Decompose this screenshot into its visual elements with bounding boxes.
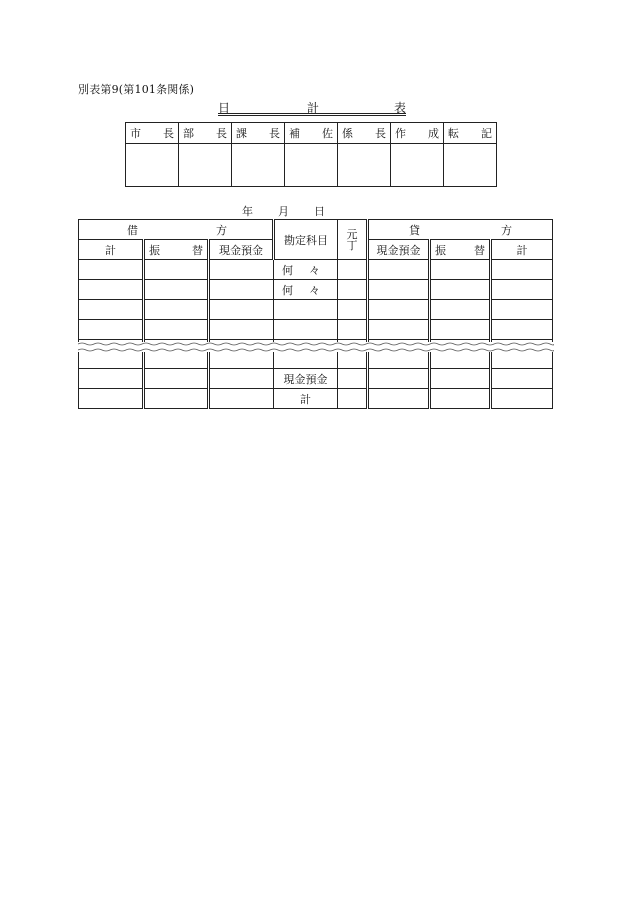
- ledger-page-header: 元 丁: [338, 220, 368, 260]
- ledger-cell: [368, 280, 430, 300]
- ledger-cell: [430, 260, 491, 280]
- ledger-cell: [368, 320, 430, 340]
- ledger-cell: [491, 280, 553, 300]
- title-underline: [218, 115, 406, 116]
- title-underline: [218, 113, 406, 114]
- omission-break-line: [78, 340, 554, 354]
- ledger-cell: [338, 260, 368, 280]
- debit-header: 借 方: [79, 220, 274, 240]
- ledger-cell: [430, 300, 491, 320]
- stamp-box: [232, 144, 285, 187]
- ledger-cell: [79, 280, 144, 300]
- form-title: [218, 99, 406, 113]
- ledger-cell: [144, 300, 209, 320]
- ledger-cell: [274, 300, 338, 320]
- debit-transfer-header: 振 替: [144, 240, 209, 260]
- ledger-cell: [338, 369, 368, 389]
- ledger-cell: [368, 369, 430, 389]
- title-char-2: 計: [307, 101, 320, 115]
- date-year: 年: [242, 205, 253, 218]
- account-cell: 何 々: [274, 280, 338, 300]
- ledger-cell: [209, 369, 274, 389]
- ledger-cell: [144, 320, 209, 340]
- ledger-cell: [209, 300, 274, 320]
- ledger-cell: [491, 300, 553, 320]
- ledger-cell: [209, 389, 274, 409]
- approval-label: 作 成: [391, 123, 444, 144]
- ledger-cell: [368, 300, 430, 320]
- credit-total-header: 計: [491, 240, 553, 260]
- ledger-cell: [491, 260, 553, 280]
- ledger-cell: [144, 260, 209, 280]
- ledger-cell: [368, 389, 430, 409]
- ledger-cell: [430, 320, 491, 340]
- approval-stamp-table: [125, 122, 497, 187]
- ledger-cell: [338, 280, 368, 300]
- ledger-cell: [209, 320, 274, 340]
- debit-total-header: 計: [79, 240, 144, 260]
- approval-label: 補 佐: [285, 123, 338, 144]
- title-char-1: 日: [218, 101, 231, 115]
- ledger-cell: [79, 320, 144, 340]
- ledger-cell: [338, 320, 368, 340]
- stamp-box: [285, 144, 338, 187]
- ledger-cell: [79, 260, 144, 280]
- approval-label: 課 長: [232, 123, 285, 144]
- approval-label: 部 長: [179, 123, 232, 144]
- ledger-cell: [338, 300, 368, 320]
- stamp-box: [444, 144, 497, 187]
- ledger-cell: [209, 260, 274, 280]
- credit-header: 貸 方: [368, 220, 553, 240]
- approval-label: 係 長: [338, 123, 391, 144]
- stamp-box: [391, 144, 444, 187]
- stamp-box: [126, 144, 179, 187]
- grand-total-label: 計: [274, 389, 338, 409]
- ledger-cell: [491, 369, 553, 389]
- ledger-cell: [430, 369, 491, 389]
- form-heading: 別表第9(第101条関係): [78, 83, 195, 96]
- account-header: 勘定科目: [274, 220, 338, 260]
- approval-label: 転 記: [444, 123, 497, 144]
- stamp-box: [179, 144, 232, 187]
- credit-transfer-header: 振 替: [430, 240, 491, 260]
- stamp-box: [338, 144, 391, 187]
- ledger-cell: [209, 280, 274, 300]
- date-day: 日: [314, 205, 325, 218]
- approval-label: 市 長: [126, 123, 179, 144]
- daily-total-ledger: [78, 219, 553, 409]
- ledger-cell: [144, 369, 209, 389]
- cash-total-label: 現金預金: [274, 369, 338, 389]
- date-month: 月: [278, 205, 289, 218]
- ledger-cell: [491, 320, 553, 340]
- ledger-cell: [430, 389, 491, 409]
- ledger-cell: [368, 260, 430, 280]
- ledger-cell: [79, 300, 144, 320]
- debit-cash-header: 現金預金: [209, 240, 274, 260]
- credit-cash-header: 現金預金: [368, 240, 430, 260]
- account-cell: 何 々: [274, 260, 338, 280]
- ledger-cell: [274, 320, 338, 340]
- ledger-cell: [338, 389, 368, 409]
- title-char-3: 表: [394, 101, 407, 115]
- ledger-cell: [491, 389, 553, 409]
- ledger-cell: [144, 280, 209, 300]
- ledger-cell: [79, 389, 144, 409]
- ledger-cell: [79, 369, 144, 389]
- ledger-cell: [144, 389, 209, 409]
- ledger-cell: [430, 280, 491, 300]
